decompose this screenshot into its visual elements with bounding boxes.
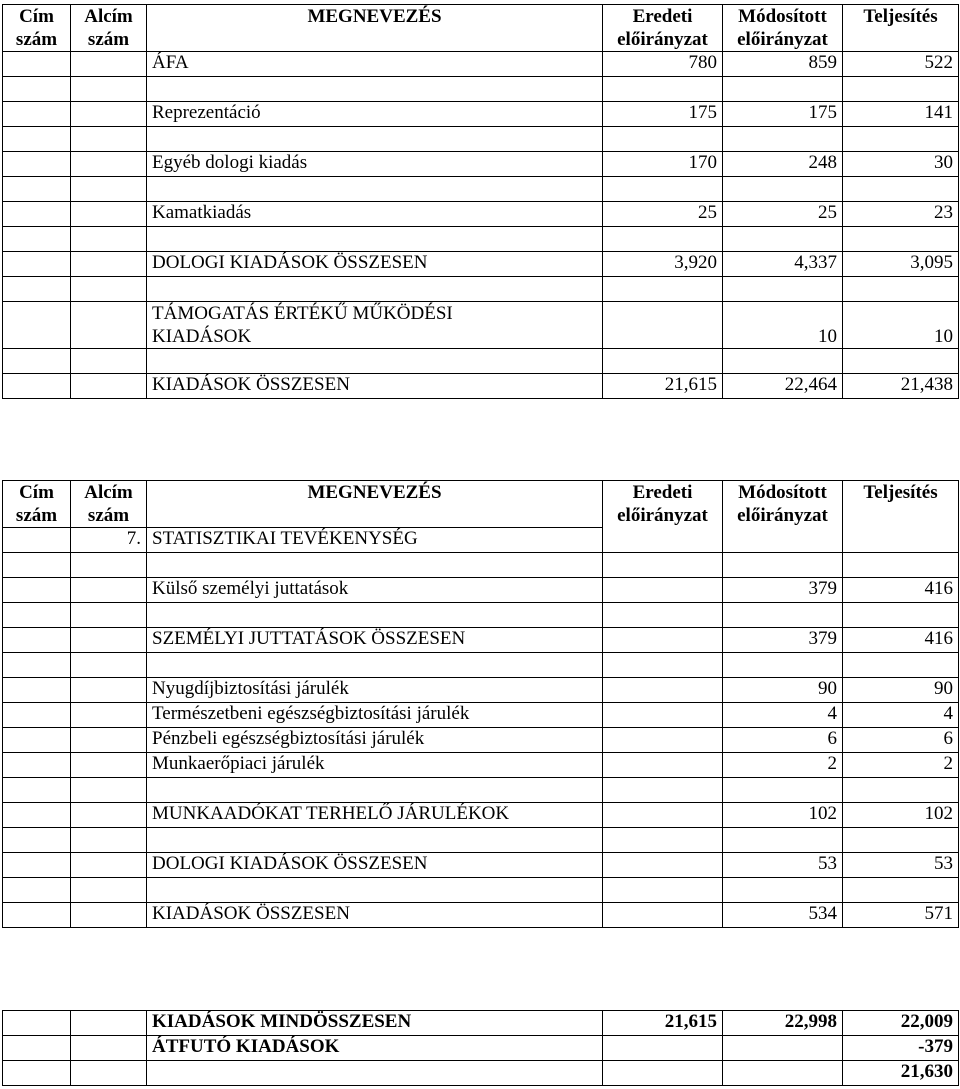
table-row	[3, 903, 959, 928]
table-header-row	[3, 5, 959, 52]
teljesites-value: 416	[843, 628, 959, 653]
table-row	[3, 202, 959, 227]
header-modositott: Módosított előirányzat	[723, 5, 843, 52]
teljesites-value: 571	[843, 903, 959, 928]
row-label: DOLOGI KIADÁSOK ÖSSZESEN	[147, 252, 603, 277]
row-label: KIADÁSOK ÖSSZESEN	[147, 903, 603, 928]
teljesites-value: 522	[843, 52, 959, 77]
teljesites-value: 3,095	[843, 252, 959, 277]
budget-table-main	[2, 4, 959, 399]
budget-table-totals	[2, 1010, 959, 1086]
spacer-row	[3, 878, 959, 903]
spacer-row	[3, 828, 959, 853]
eredeti-value: 25	[603, 202, 723, 227]
modositott-value: 53	[723, 853, 843, 878]
modositott-value: 248	[723, 152, 843, 177]
row-label: Egyéb dologi kiadás	[147, 152, 603, 177]
section-number: 7.	[71, 528, 147, 553]
table-row	[3, 853, 959, 878]
row-label: TÁMOGATÁS ÉRTÉKŰ MŰKÖDÉSI KIADÁSOK	[147, 302, 603, 349]
header-teljesites: Teljesítés	[843, 5, 959, 52]
teljesites-value: 6	[843, 728, 959, 753]
modositott-value: 6	[723, 728, 843, 753]
teljesites-value: 102	[843, 803, 959, 828]
row-label: Kamatkiadás	[147, 202, 603, 227]
modositott-value: 4,337	[723, 252, 843, 277]
modositott-value: 25	[723, 202, 843, 227]
header-alcim: Alcím szám	[71, 5, 147, 52]
teljesites-value: 90	[843, 678, 959, 703]
eredeti-value: 170	[603, 152, 723, 177]
table-row	[3, 578, 959, 603]
section-title: STATISZTIKAI TEVÉKENYSÉG	[147, 528, 603, 553]
teljesites-value: 10	[843, 302, 959, 349]
teljesites-value: 4	[843, 703, 959, 728]
spacer-row	[3, 778, 959, 803]
modositott-value: 4	[723, 703, 843, 728]
modositott-value: 22,464	[723, 374, 843, 399]
teljesites-value: 141	[843, 102, 959, 127]
row-label: ÁTFUTÓ KIADÁSOK	[147, 1036, 603, 1061]
teljesites-value: 21,630	[843, 1061, 959, 1086]
teljesites-value: 53	[843, 853, 959, 878]
header-megnevezes: MEGNEVEZÉS	[147, 5, 603, 52]
table-row	[3, 1061, 959, 1086]
table-row	[3, 252, 959, 277]
header-eredeti: Eredeti előirányzat	[603, 5, 723, 52]
row-label: KIADÁSOK MINDÖSSZESEN	[147, 1011, 603, 1036]
modositott-value	[723, 1036, 843, 1061]
eredeti-value	[603, 1061, 723, 1086]
modositott-value: 379	[723, 578, 843, 603]
table-row	[3, 678, 959, 703]
spacer-row	[3, 653, 959, 678]
table-row	[3, 703, 959, 728]
modositott-value: 2	[723, 753, 843, 778]
eredeti-value: 175	[603, 102, 723, 127]
table-row	[3, 1011, 959, 1036]
eredeti-value: 3,920	[603, 252, 723, 277]
teljesites-value: 22,009	[843, 1011, 959, 1036]
row-label: Munkaerőpiaci járulék	[147, 753, 603, 778]
table-row	[3, 374, 959, 399]
eredeti-value	[603, 302, 723, 349]
table-row	[3, 302, 959, 349]
row-label: Természetbeni egészségbiztosítási járulék	[147, 703, 603, 728]
eredeti-value: 780	[603, 52, 723, 77]
header-cim: Cím szám	[3, 5, 71, 52]
teljesites-value: 416	[843, 578, 959, 603]
row-label	[147, 1061, 603, 1086]
spacer-row	[3, 349, 959, 374]
header-cim: Cím szám	[3, 481, 71, 528]
row-label: SZEMÉLYI JUTTATÁSOK ÖSSZESEN	[147, 628, 603, 653]
spacer-row	[3, 277, 959, 302]
budget-table-statistics	[2, 480, 959, 928]
teljesites-value: 2	[843, 753, 959, 778]
table-row	[3, 152, 959, 177]
row-label: Külső személyi juttatások	[147, 578, 603, 603]
teljesites-value: 23	[843, 202, 959, 227]
modositott-value: 534	[723, 903, 843, 928]
table-row	[3, 52, 959, 77]
row-label: DOLOGI KIADÁSOK ÖSSZESEN	[147, 853, 603, 878]
eredeti-value	[603, 1036, 723, 1061]
teljesites-value: 30	[843, 152, 959, 177]
row-label: Reprezentáció	[147, 102, 603, 127]
table-row	[3, 753, 959, 778]
header-eredeti: Eredeti előirányzat	[603, 481, 723, 553]
row-label: MUNKAADÓKAT TERHELŐ JÁRULÉKOK	[147, 803, 603, 828]
header-alcim: Alcím szám	[71, 481, 147, 528]
eredeti-value: 21,615	[603, 374, 723, 399]
row-label: KIADÁSOK ÖSSZESEN	[147, 374, 603, 399]
teljesites-value: 21,438	[843, 374, 959, 399]
header-teljesites: Teljesítés	[843, 481, 959, 553]
table-row	[3, 628, 959, 653]
teljesites-value: -379	[843, 1036, 959, 1061]
header-megnevezes: MEGNEVEZÉS	[147, 481, 603, 528]
row-label: ÁFA	[147, 52, 603, 77]
eredeti-value: 21,615	[603, 1011, 723, 1036]
table-row	[3, 803, 959, 828]
table-header-row	[3, 481, 959, 528]
modositott-value: 379	[723, 628, 843, 653]
spacer-row	[3, 603, 959, 628]
table-row	[3, 1036, 959, 1061]
modositott-value: 10	[723, 302, 843, 349]
row-label: Pénzbeli egészségbiztosítási járulék	[147, 728, 603, 753]
spacer-row	[3, 177, 959, 202]
modositott-value: 102	[723, 803, 843, 828]
modositott-value: 175	[723, 102, 843, 127]
modositott-value: 22,998	[723, 1011, 843, 1036]
row-label: Nyugdíjbiztosítási járulék	[147, 678, 603, 703]
modositott-value	[723, 1061, 843, 1086]
spacer-row	[3, 553, 959, 578]
table-row	[3, 102, 959, 127]
spacer-row	[3, 127, 959, 152]
table-row	[3, 728, 959, 753]
modositott-value: 90	[723, 678, 843, 703]
header-modositott: Módosított előirányzat	[723, 481, 843, 553]
spacer-row	[3, 227, 959, 252]
spacer-row	[3, 77, 959, 102]
modositott-value: 859	[723, 52, 843, 77]
